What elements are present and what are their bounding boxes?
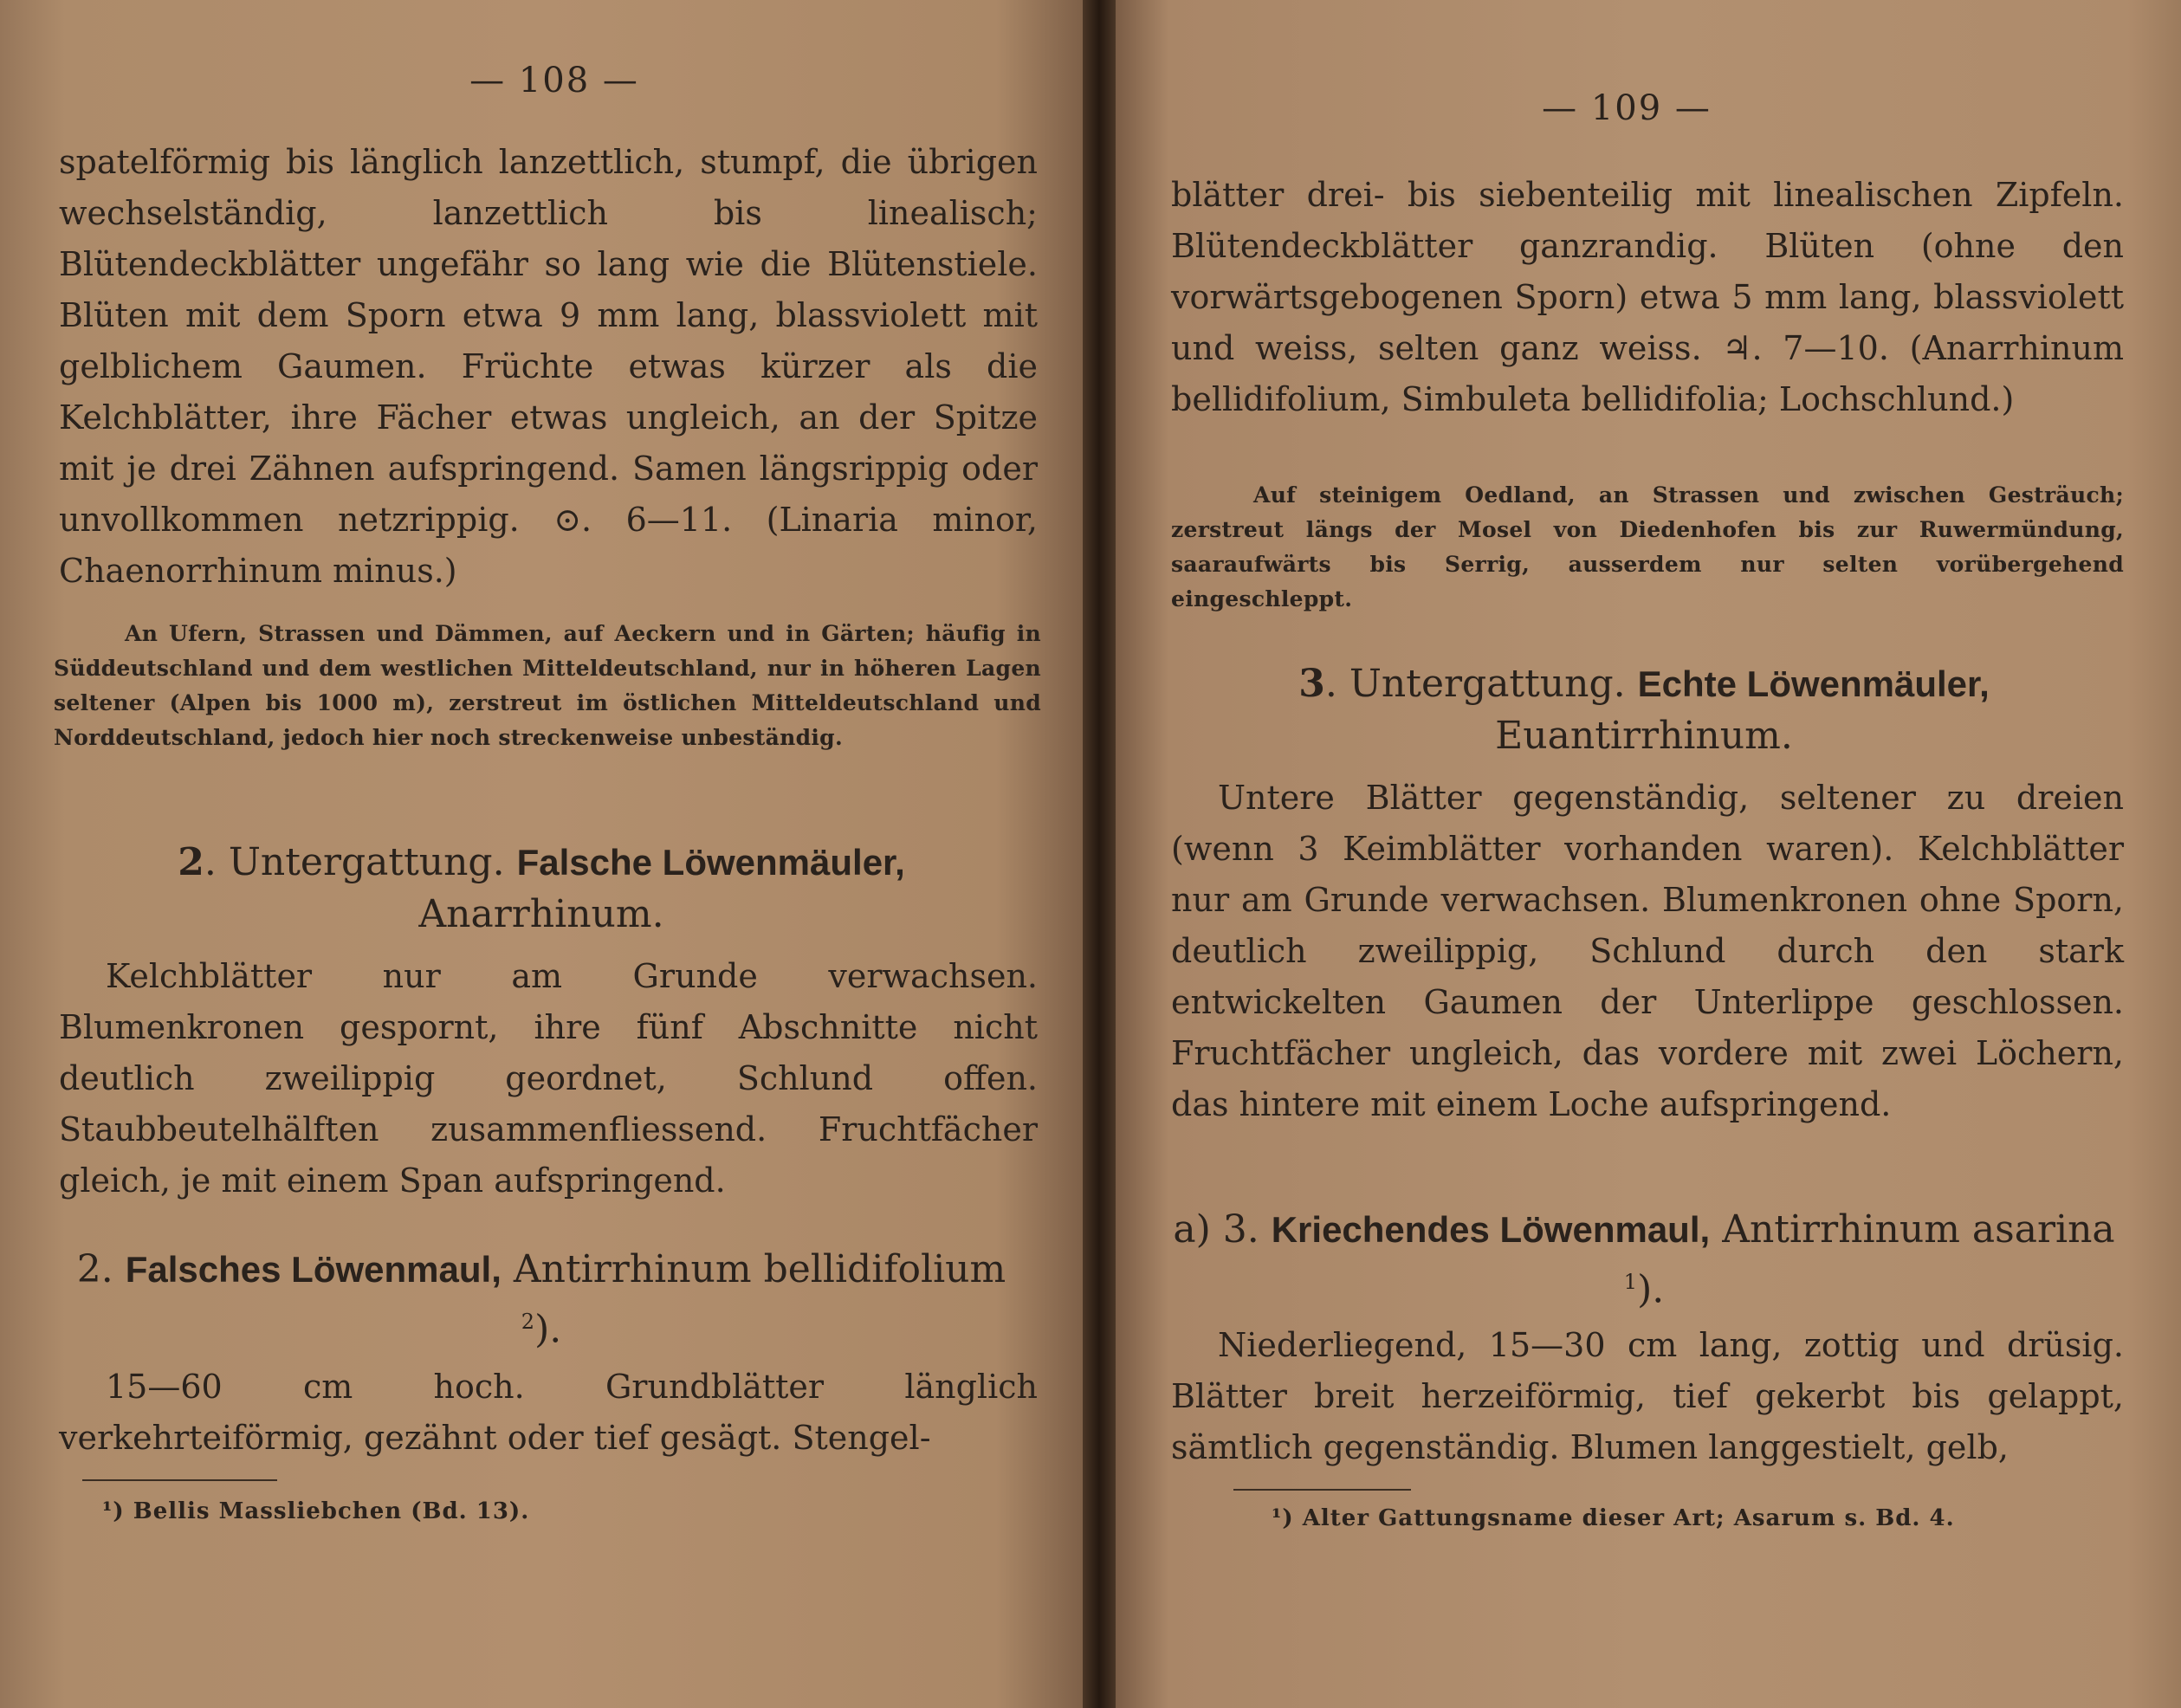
subgenus-label: . Untergattung. — [1324, 662, 1626, 706]
footnote-rule — [1233, 1489, 1411, 1491]
subgenus-heading — [52, 837, 1031, 941]
right-page — [1116, 0, 2181, 1708]
species-number: a) 3. — [1173, 1207, 1259, 1252]
subgenus-latin: Euantirrhinum. — [1495, 714, 1793, 758]
page-number: — 108 — — [469, 61, 639, 100]
subgenus-number: 3 — [1298, 662, 1325, 706]
species-heading — [1168, 1204, 2120, 1317]
species-latin: Antirrhinum asarina — [1722, 1207, 2115, 1252]
paragraph: Kelchblätter nur am Grunde verwachsen. Blumenkronen gespornt, ihre fünf Abschnitte nicht deutlich zweilippig geordnet, Schlund offen. Staubbeutelhälften zusammenfliessend. Fruchtfächer gleich, je mit einem Span aufspringend. — [59, 957, 1038, 1200]
habitat-note: Auf steinigem Oedland, an Strassen und zwischen Gesträuch; zerstreut längs der Mosel von Diedenhofen bis zur Ruwermündung, saaraufwärts bis Serrig, ausserdem nur selten vorübergehend eingeschleppt. — [1171, 482, 2124, 611]
paragraph: spatelförmig bis länglich lanzettlich, stumpf, die übrigen wechselständig, lanzettlich bis linealisch; Blütendeckblätter ungefähr so lang wie die Blütenstiele. Blüten mit dem Sporn etwa 9 mm lang, blassviolett mit gelblichem Gaumen. Früchte etwas kürzer als die Kelchblätter, ihre Fächer etwas ungleich, an der Spitze mit je drei Zähnen aufspringend. Samen längsrippig oder unvollkommen netzrippig. ⊙. 6—11. (Linaria minor, Chaenorrhinum minus.) — [59, 143, 1038, 590]
page-number: — 109 — — [1542, 88, 1712, 128]
species-name: Kriechendes Löwenmaul, — [1271, 1209, 1711, 1250]
paragraph: Untere Blätter gegenständig, seltener zu dreien (wenn 3 Keimblätter vorhanden waren). Kelchblätter nur am Grunde verwachsen. Blumenkronen ohne Sporn, deutlich zweilippig, Schlund durch den stark entwickelten Gaumen der Unterlippe geschlossen. Fruchtfächer ungleich, das vordere mit zwei Löchern, das hintere mit einem Loche aufspringend. — [1171, 779, 2124, 1123]
book-gutter — [1083, 0, 1116, 1708]
subgenus-name: Falsche Löwenmäuler, — [516, 842, 905, 883]
subgenus-latin: Anarrhinum. — [418, 892, 664, 936]
species-close: ). — [534, 1307, 562, 1352]
paragraph: Niederliegend, 15—30 cm lang, zottig und drüsig. Blätter breit herzeiförmig, tief gekerbt bis gelappt, sämtlich gegenständig. Blumen langgestielt, gelb, — [1171, 1326, 2124, 1466]
species-latin: Antirrhinum bellidifolium — [513, 1247, 1006, 1291]
species-close: ). — [1637, 1267, 1665, 1312]
subgenus-label: . Untergattung. — [204, 840, 505, 884]
paragraph: blätter drei- bis siebenteilig mit linealischen Zipfeln. Blütendeckblätter ganzrandig. Blüten (ohne den vorwärtsgebogenen Sporn) etwa 5 mm lang, blassviolett und weiss, selten ganz weiss. ♃. 7—10. (Anarrhinum bellidifolium, Simbuleta bellidifolia; Lochschlund.) — [1171, 176, 2124, 418]
species-heading — [52, 1244, 1031, 1356]
species-name: Falsches Löwenmaul, — [125, 1249, 502, 1290]
footnote-mark: 2 — [521, 1310, 535, 1334]
footnote: ¹) Bellis Massliebchen (Bd. 13). — [102, 1498, 530, 1524]
subgenus-number: 2 — [178, 840, 204, 884]
habitat-note: An Ufern, Strassen und Dämmen, auf Aeckern und in Gärten; häufig in Süddeutschland und dem westlichen Mitteldeutschland, nur in höheren Lagen seltener (Alpen bis 1000 m), zerstreut im östlichen Mitteldeutschland und Norddeutschland, jedoch hier noch streckenweise unbeständig. — [54, 621, 1041, 750]
footnote-rule — [82, 1479, 277, 1481]
species-number: 2. — [76, 1247, 113, 1291]
subgenus-heading — [1168, 658, 2120, 762]
footnote-mark: 1 — [1623, 1270, 1638, 1294]
left-page — [0, 0, 1083, 1708]
footnote: ¹) Alter Gattungsname dieser Art; Asarum s. Bd. 4. — [1272, 1505, 1955, 1531]
subgenus-name: Echte Löwenmäuler, — [1637, 663, 1990, 704]
paragraph: 15—60 cm hoch. Grundblätter länglich verkehrteiförmig, gezähnt oder tief gesägt. Stengel- — [59, 1368, 1038, 1457]
